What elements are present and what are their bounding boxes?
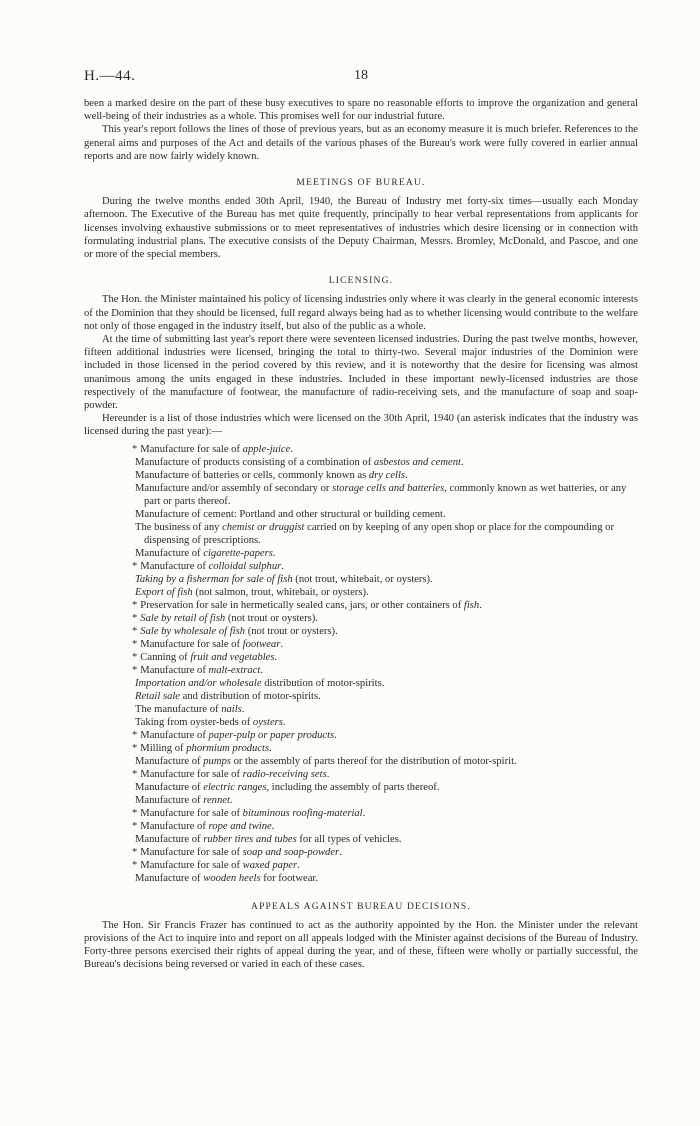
industry-star-text: *	[132, 807, 138, 819]
licensed-industry-item	[132, 560, 638, 573]
licensed-industry-item	[132, 833, 638, 846]
licensed-industry-item	[132, 768, 638, 781]
industry-em-text: cigarette-papers	[203, 547, 273, 559]
licensed-industry-item	[132, 872, 638, 885]
industry-star-text: *	[132, 729, 138, 741]
industry-star-text: *	[132, 560, 138, 572]
licensed-industry-item	[132, 521, 638, 547]
licensed-industry-item	[132, 625, 638, 638]
licensed-industry-item	[132, 443, 638, 456]
licensed-industry-item	[132, 846, 638, 859]
intro-paragraph-continued: been a marked desire on the part of these busy executives to spare no reasonable efforts to improve the organization and general well-being of their industries as a whole. This promises well for our industrial future.	[84, 98, 638, 123]
licensed-industry-item	[132, 742, 638, 755]
licensing-paragraph-count: At the time of submitting last year's report there were seventeen licensed industries. During the past twelve months, however, fifteen additional industries were licensed, bringing the total to thirty-two. Several major industries of the Dominion were included in those licensed in the period covered by this review, and it is noteworthy that the desire for licensing was almost unanimous among the units engaged in these industries. Included in these important newly-licensed industries are those respectively of the manufacture of footwear, the manufacture of radio-receiving sets, and the manufacture of soap and soap-powder.	[84, 334, 638, 412]
industry-post-text: for footwear.	[260, 872, 318, 884]
licensed-industry-item	[132, 703, 638, 716]
industry-pre-text: Manufacture for sale of	[140, 768, 243, 780]
industry-pre-text: Manufacture and/or assembly of secondary or	[135, 482, 333, 494]
industry-star-text: *	[132, 443, 138, 455]
industry-star-text: *	[132, 599, 138, 611]
industry-pre-text: Manufacture of cement: Portland and other structural or building cement.	[135, 508, 446, 520]
industry-post-text: (not trout or oysters).	[245, 625, 338, 637]
industry-em-text: rennet	[203, 794, 230, 806]
licensed-industry-item	[132, 469, 638, 482]
industry-star-text: *	[132, 625, 138, 637]
industry-pre-text: Manufacture of products consisting of a combination of	[135, 456, 374, 468]
industry-post-text: .	[460, 456, 464, 468]
industry-post-text: .	[326, 768, 330, 780]
industry-post-text: .	[274, 651, 278, 663]
industry-post-text: .	[405, 469, 408, 481]
licensed-industries-list	[84, 443, 638, 885]
industry-em-text: fruit and vegetables	[190, 651, 275, 663]
industry-post-text: distribution of motor-spirits.	[261, 677, 385, 689]
industry-post-text: .	[272, 547, 276, 559]
industry-star-text: *	[132, 664, 138, 676]
industry-post-text: .	[229, 794, 233, 806]
licensed-industry-item	[132, 482, 638, 508]
industry-em-text: Retail sale	[135, 690, 181, 702]
industry-em-text: Taking by a fisherman for sale of fish	[135, 573, 293, 585]
licensed-industry-item	[132, 599, 638, 612]
licensed-industry-item	[132, 508, 638, 521]
industry-pre-text: Manufacture for sale of	[140, 443, 243, 455]
industry-em-text: chemist or druggist	[222, 521, 305, 533]
industry-post-text: and distribution of motor-spirits.	[180, 690, 321, 702]
industry-pre-text: Manufacture of	[135, 872, 204, 884]
industry-pre-text: Manufacture of	[135, 833, 204, 845]
industry-em-text: electric ranges	[203, 781, 267, 793]
industry-em-text: fish	[463, 599, 480, 611]
industry-post-text: .	[282, 716, 286, 728]
industry-post-text: or the assembly of parts thereof for the distribution of motor-spirit.	[230, 755, 517, 767]
industry-em-text: Sale by wholesale of fish	[140, 625, 246, 637]
industry-pre-text: Manufacture of	[140, 729, 209, 741]
industry-post-text: .	[339, 846, 342, 858]
appeals-paragraph: The Hon. Sir Francis Frazer has continued to act as the authority appointed by the Hon. the Minister under the relevant provisions of the Act to inquire into and report on all appeals lodged with the Minister against decisions of the Bureau of Industry. Forty-three persons exercised their rights of appeal during the year, and of these, fifteen were wholly or partially successful, the Bureau's decisions being reversed or varied in each of these cases.	[84, 919, 638, 971]
industry-em-text: nails	[221, 703, 242, 715]
licensed-industry-item	[132, 807, 638, 820]
industry-pre-text: Manufacture of	[135, 781, 204, 793]
industry-post-text: .	[479, 599, 482, 611]
industry-pre-text: Manufacture of	[140, 664, 209, 676]
industry-em-text: Sale by retail of fish	[140, 612, 226, 624]
industry-post-text: .	[290, 443, 293, 455]
industry-post-text: (not salmon, trout, whitebait, or oysters).	[192, 586, 369, 598]
industry-em-text: Export of fish	[135, 586, 193, 598]
industry-post-text: (not trout, whitebait, or oysters).	[292, 573, 433, 585]
industry-em-text: bituminous roofing-material	[242, 807, 363, 819]
industry-star-text: *	[132, 651, 138, 663]
industry-post-text: .	[297, 859, 300, 871]
industry-em-text: footwear	[242, 638, 281, 650]
licensing-paragraph-policy: The Hon. the Minister maintained his policy of licensing industries only where it was clearly in the general economic interests of the Dominion that they should be licensed, full regard always being had as to whether licensing would contribute to the welfare not only of those engaged in the industry itself, but also of the public as a whole.	[84, 294, 638, 332]
industry-pre-text: The manufacture of	[135, 703, 222, 715]
industry-post-text: for all types of vehicles.	[296, 833, 402, 845]
industry-pre-text: The business of any	[135, 521, 223, 533]
industry-em-text: paper-pulp or paper products	[208, 729, 335, 741]
industry-pre-text: Manufacture of batteries or cells, commonly known as	[135, 469, 369, 481]
industry-em-text: storage cells and batteries	[332, 482, 445, 494]
page-number: 18	[354, 68, 368, 83]
industry-star-text: *	[132, 612, 138, 624]
licensed-industry-item	[132, 547, 638, 560]
licensed-industry-item	[132, 820, 638, 833]
industry-pre-text: Manufacture of	[140, 820, 209, 832]
industry-pre-text: Manufacture of	[135, 755, 204, 767]
industry-em-text: malt-extract	[208, 664, 261, 676]
licensed-industry-item	[132, 690, 638, 703]
licensing-paragraph-list-intro: Hereunder is a list of those industries which were licensed on the 30th April, 1940 (an asterisk indicates that the industry was licensed during the past year):—	[84, 413, 638, 438]
industry-post-text: .	[334, 729, 337, 741]
licensed-industry-item	[132, 729, 638, 742]
intro-paragraph-report: This year's report follows the lines of those of previous years, but as an economy measure it is much briefer. References to the general aims and purposes of the Act and details of the various phases of the Bureau's work were fully covered in earlier annual reports and are now fairly widely known.	[84, 124, 638, 162]
licensed-industry-item	[132, 638, 638, 651]
document-reference: H.—44.	[84, 68, 136, 84]
industry-pre-text: Manufacture for sale of	[140, 638, 243, 650]
section-heading-licensing: LICENSING.	[328, 276, 394, 287]
licensed-industry-item	[132, 612, 638, 625]
industry-pre-text: Manufacture of	[135, 794, 204, 806]
industry-star-text: *	[132, 638, 138, 650]
industry-post-text: .	[281, 560, 284, 572]
industry-post-text: .	[271, 820, 275, 832]
licensed-industry-item	[132, 781, 638, 794]
industry-star-text: *	[132, 846, 138, 858]
licensed-industry-item	[132, 664, 638, 677]
industry-pre-text: Canning of	[140, 651, 191, 663]
industry-em-text: waxed paper	[242, 859, 298, 871]
industry-star-text: *	[132, 820, 138, 832]
meetings-paragraph: During the twelve months ended 30th April, 1940, the Bureau of Industry met forty-six times—usually each Monday afternoon. The Executive of the Bureau has met quite frequently, principally to hear verbal representations from applicants for licenses involving exhaustive submissions or to meet representatives of industries which desire licensing or in connection with formulating industrial plans. The executive consists of the Deputy Chairman, Messrs. Bromley, McDonald, and Pascoe, and one or more of the special members.	[84, 196, 638, 261]
industry-pre-text: Taking from oyster-beds of	[135, 716, 253, 728]
licensed-industry-item	[132, 755, 638, 768]
industry-pre-text: Preservation for sale in hermetically sealed cans, jars, or other containers of	[140, 599, 464, 611]
industry-pre-text: Manufacture for sale of	[140, 859, 243, 871]
page-header	[84, 68, 638, 88]
industry-star-text: *	[132, 742, 138, 754]
industry-em-text: phormium products	[186, 742, 270, 754]
licensed-industry-item	[132, 573, 638, 586]
industry-em-text: oysters	[252, 716, 283, 728]
industry-post-text: (not trout or oysters).	[225, 612, 318, 624]
licensed-industry-item	[132, 716, 638, 729]
industry-em-text: rubber tires and tubes	[203, 833, 297, 845]
industry-post-text: .	[269, 742, 272, 754]
industry-post-text: .	[241, 703, 245, 715]
industry-pre-text: Manufacture for sale of	[140, 807, 243, 819]
industry-post-text: .	[362, 807, 366, 819]
licensed-industry-item	[132, 859, 638, 872]
industry-pre-text: Manufacture of	[140, 560, 209, 572]
industry-star-text: *	[132, 859, 138, 871]
industry-em-text: radio-receiving sets	[242, 768, 327, 780]
section-heading-appeals: APPEALS AGAINST BUREAU DECISIONS.	[251, 901, 471, 912]
document-body	[84, 97, 638, 972]
industry-em-text: soap and soap-powder	[242, 846, 340, 858]
industry-em-text: dry cells	[368, 469, 406, 481]
licensed-industry-item	[132, 651, 638, 664]
industry-post-text: , commonly known as wet batteries, or any part or parts thereof.	[144, 482, 627, 507]
industry-em-text: pumps	[203, 755, 231, 767]
industry-pre-text: Manufacture for sale of	[140, 846, 243, 858]
licensed-industry-item	[132, 677, 638, 690]
licensed-industry-item	[132, 456, 638, 469]
licensed-industry-item	[132, 794, 638, 807]
industry-em-text: colloidal sulphur	[208, 560, 282, 572]
section-heading-meetings: MEETINGS OF BUREAU.	[296, 178, 426, 189]
licensed-industry-item	[132, 586, 638, 599]
industry-post-text: , including the assembly of parts thereof.	[266, 781, 440, 793]
industry-em-text: wooden heels	[203, 872, 261, 884]
industry-star-text: *	[132, 768, 138, 780]
industry-post-text: carried on by keeping of any open shop or place for the compounding or dispensing of prescriptions.	[144, 521, 614, 546]
industry-pre-text: Milling of	[140, 742, 187, 754]
industry-post-text: .	[280, 638, 283, 650]
industry-pre-text: Manufacture of	[135, 547, 204, 559]
industry-em-text: rope and twine	[208, 820, 272, 832]
industry-em-text: asbestos and cement	[373, 456, 461, 468]
industry-em-text: Importation and/or wholesale	[135, 677, 262, 689]
industry-em-text: apple-juice	[242, 443, 291, 455]
industry-post-text: .	[260, 664, 263, 676]
